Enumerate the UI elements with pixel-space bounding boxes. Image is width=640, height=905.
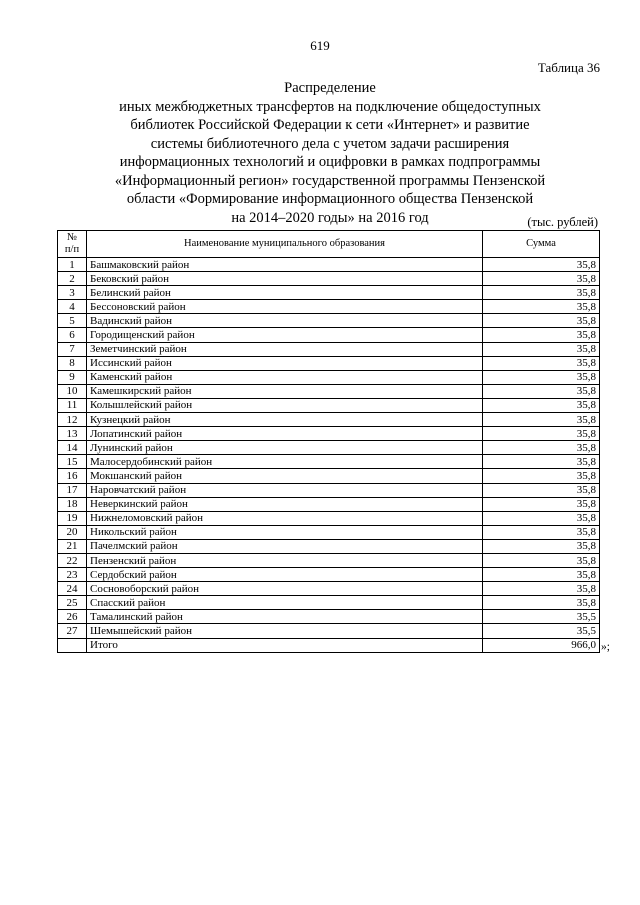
cell-num: 24 <box>58 582 87 596</box>
cell-name: Неверкинский район <box>87 497 483 511</box>
table-row <box>58 427 600 441</box>
cell-num: 25 <box>58 596 87 610</box>
table-row <box>58 483 600 497</box>
cell-name: Бековский район <box>87 272 483 286</box>
cell-sum: 35,8 <box>483 286 600 300</box>
cell-sum: 35,8 <box>483 370 600 384</box>
cell-num: 27 <box>58 624 87 638</box>
cell-name: Тамалинский район <box>87 610 483 624</box>
cell-name: Сосновоборский район <box>87 582 483 596</box>
cell-name: Пензенский район <box>87 553 483 567</box>
cell-num: 1 <box>58 258 87 272</box>
cell-num: 14 <box>58 441 87 455</box>
cell-sum: 966,0 <box>483 638 600 652</box>
cell-sum: 35,8 <box>483 300 600 314</box>
header-num: № п/п <box>58 231 87 258</box>
cell-name: Нижнеломовский район <box>87 511 483 525</box>
cell-name: Мокшанский район <box>87 469 483 483</box>
cell-name: Наровчатский район <box>87 483 483 497</box>
table-row <box>58 286 600 300</box>
cell-sum: 35,8 <box>483 582 600 596</box>
cell-sum: 35,8 <box>483 314 600 328</box>
cell-num: 4 <box>58 300 87 314</box>
cell-num <box>58 638 87 652</box>
closing-mark: »; <box>601 641 610 653</box>
cell-sum: 35,8 <box>483 413 600 427</box>
table-row <box>58 497 600 511</box>
cell-num: 3 <box>58 286 87 300</box>
cell-sum: 35,8 <box>483 356 600 370</box>
cell-sum: 35,8 <box>483 398 600 412</box>
cell-name: Итого <box>87 638 483 652</box>
cell-sum: 35,5 <box>483 610 600 624</box>
table-row <box>58 455 600 469</box>
cell-num: 23 <box>58 568 87 582</box>
cell-sum: 35,8 <box>483 272 600 286</box>
table-header-row <box>58 231 600 258</box>
cell-num: 18 <box>58 497 87 511</box>
cell-name: Башмаковский район <box>87 258 483 272</box>
cell-name: Камешкирский район <box>87 384 483 398</box>
table-row <box>58 624 600 638</box>
cell-num: 6 <box>58 328 87 342</box>
table-row <box>58 356 600 370</box>
cell-sum: 35,8 <box>483 539 600 553</box>
cell-sum: 35,8 <box>483 258 600 272</box>
table-label: Таблица 36 <box>537 60 600 75</box>
cell-sum: 35,8 <box>483 342 600 356</box>
cell-sum: 35,8 <box>483 511 600 525</box>
table-row <box>58 272 600 286</box>
cell-num: 12 <box>58 413 87 427</box>
cell-name: Бессоновский район <box>87 300 483 314</box>
cell-name: Лопатинский район <box>87 427 483 441</box>
table-row <box>58 511 600 525</box>
cell-name: Сердобский район <box>87 568 483 582</box>
cell-num: 16 <box>58 469 87 483</box>
title-line: библиотек Российской Федерации к сети «Интернет» и развитие <box>130 117 530 133</box>
cell-name: Иссинский район <box>87 356 483 370</box>
cell-sum: 35,8 <box>483 427 600 441</box>
cell-sum: 35,8 <box>483 455 600 469</box>
title-line: «Информационный регион» государственной программы Пензенской <box>114 172 546 189</box>
cell-name: Шемышейский район <box>87 624 483 638</box>
title-line: иных межбюджетных трансфертов на подключение общедоступных <box>119 98 541 115</box>
table-row <box>58 596 600 610</box>
table-row <box>58 370 600 384</box>
table-body <box>58 258 600 653</box>
cell-sum: 35,8 <box>483 525 600 539</box>
title-line: системы библиотечного дела с учетом задачи расширения <box>150 135 510 152</box>
cell-sum: 35,5 <box>483 624 600 638</box>
cell-sum: 35,8 <box>483 568 600 582</box>
cell-num: 11 <box>58 398 87 412</box>
table-row <box>58 314 600 328</box>
table-row <box>58 300 600 314</box>
cell-name: Спасский район <box>87 596 483 610</box>
cell-name: Малосердобинский район <box>87 455 483 469</box>
table-row <box>58 398 600 412</box>
cell-num: 5 <box>58 314 87 328</box>
cell-name: Пачелмский район <box>87 539 483 553</box>
table-row <box>58 582 600 596</box>
cell-num: 7 <box>58 342 87 356</box>
table-row <box>58 553 600 567</box>
table-row <box>58 610 600 624</box>
units-label: (тыс. рублей) <box>527 215 598 229</box>
cell-name: Белинский район <box>87 286 483 300</box>
cell-num: 13 <box>58 427 87 441</box>
title-line: на 2014–2020 годы» на 2016 год <box>231 209 429 226</box>
table-row <box>58 342 600 356</box>
cell-name: Колышлейский район <box>87 398 483 412</box>
cell-name: Никольский район <box>87 525 483 539</box>
table-total-row <box>58 638 600 652</box>
cell-num: 21 <box>58 539 87 553</box>
page-number: 619 <box>310 38 330 53</box>
table-row <box>58 328 600 342</box>
table-row <box>58 413 600 427</box>
cell-sum: 35,8 <box>483 497 600 511</box>
cell-num: 2 <box>58 272 87 286</box>
cell-num: 8 <box>58 356 87 370</box>
cell-name: Городищенский район <box>87 328 483 342</box>
table-row <box>58 469 600 483</box>
cell-num: 17 <box>58 483 87 497</box>
header-name: Наименование муниципального образования <box>87 231 483 258</box>
cell-sum: 35,8 <box>483 483 600 497</box>
cell-sum: 35,8 <box>483 441 600 455</box>
title-line: Распределение <box>284 80 376 96</box>
table-row <box>58 539 600 553</box>
cell-num: 20 <box>58 525 87 539</box>
distribution-table <box>57 230 600 653</box>
table-row <box>58 441 600 455</box>
cell-num: 22 <box>58 553 87 567</box>
document-title <box>60 79 600 227</box>
cell-sum: 35,8 <box>483 328 600 342</box>
table-row <box>58 568 600 582</box>
cell-sum: 35,8 <box>483 596 600 610</box>
cell-num: 19 <box>58 511 87 525</box>
title-line: информационных технологий и оцифровки в рамках подпрограммы <box>119 154 541 170</box>
cell-sum: 35,8 <box>483 384 600 398</box>
cell-name: Вадинский район <box>87 314 483 328</box>
cell-num: 9 <box>58 370 87 384</box>
cell-num: 10 <box>58 384 87 398</box>
cell-name: Кузнецкий район <box>87 413 483 427</box>
table-row <box>58 525 600 539</box>
table-row <box>58 258 600 272</box>
cell-num: 26 <box>58 610 87 624</box>
cell-sum: 35,8 <box>483 553 600 567</box>
cell-name: Каменский район <box>87 370 483 384</box>
cell-sum: 35,8 <box>483 469 600 483</box>
header-sum: Сумма <box>483 231 600 258</box>
table-row <box>58 384 600 398</box>
title-line: области «Формирование информационного общества Пензенской <box>126 191 534 207</box>
cell-name: Лунинский район <box>87 441 483 455</box>
cell-num: 15 <box>58 455 87 469</box>
cell-name: Земетчинский район <box>87 342 483 356</box>
